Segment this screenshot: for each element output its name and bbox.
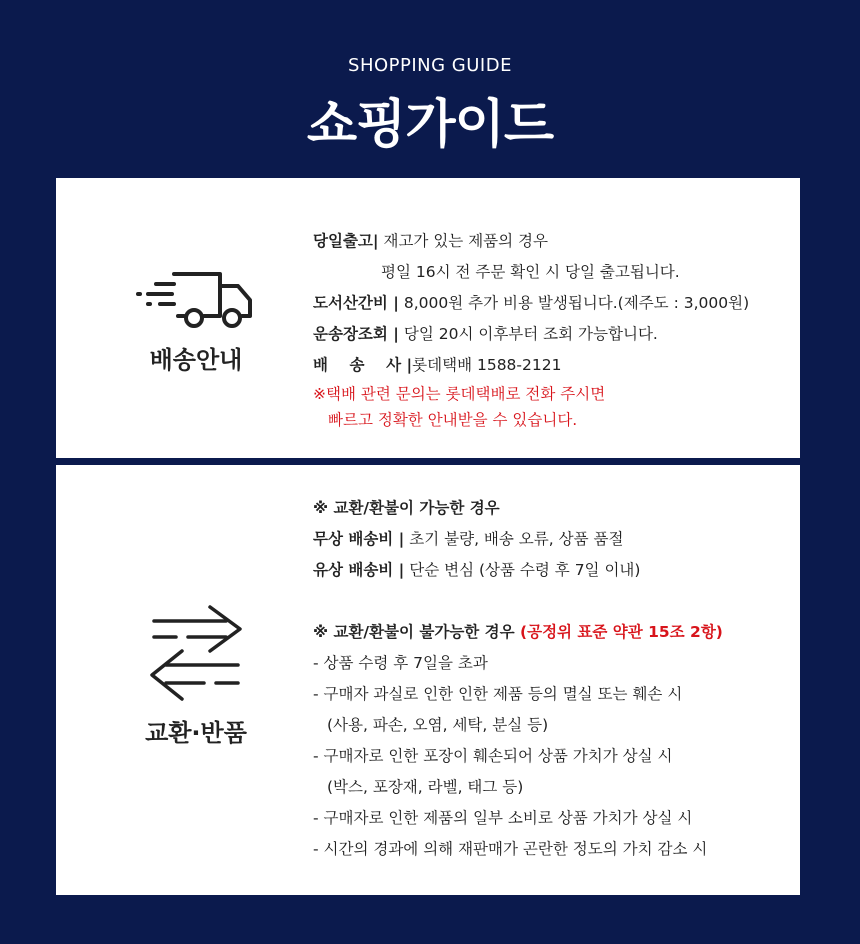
shipping-line-cutoff: 평일 16시 전 주문 확인 시 당일 출고됩니다. xyxy=(381,263,680,281)
list-item: - 구매자로 인한 제품의 일부 소비로 상품 가치가 상실 시 xyxy=(313,809,693,827)
list-item: - 구매자 과실로 인한 인한 제품 등의 멸실 또는 훼손 시 xyxy=(313,685,683,703)
list-item: - 상품 수령 후 7일을 초과 xyxy=(313,654,488,672)
list-item: (사용, 파손, 오염, 세탁, 분실 등) xyxy=(327,716,549,734)
exchange-details xyxy=(313,493,723,865)
shipping-line-tracking: 운송장조회 | 당일 20시 이후부터 조회 가능합니다. xyxy=(313,325,658,343)
delivery-truck-icon xyxy=(134,266,258,330)
shipping-guide-panel xyxy=(56,178,800,458)
exchange-label: 교환·반품 xyxy=(145,719,247,747)
shipping-line-remote-fee: 도서산간비 | 8,000원 추가 비용 발생됩니다.(제주도 : 3,000원) xyxy=(313,294,750,312)
exchange-possible-title: ※ 교환/환불이 가능한 경우 xyxy=(313,499,500,517)
page-header xyxy=(0,0,860,178)
list-item: - 구매자로 인한 포장이 훼손되어 상품 가치가 상실 시 xyxy=(313,747,673,765)
shipping-notice-2: 빠르고 정확한 안내받을 수 있습니다. xyxy=(328,411,578,429)
exchange-icon-block xyxy=(116,603,276,748)
exchange-free-shipping: 무상 배송비 | 초기 불량, 배송 오류, 상품 품절 xyxy=(313,530,624,548)
page-title: 쇼핑가이드 xyxy=(306,95,554,155)
exchange-impossible-title: ※ 교환/환불이 불가능한 경우 (공정위 표준 약관 15조 2항) xyxy=(313,623,723,641)
shipping-line-carrier: 배 송 사 |롯데택배 1588-2121 xyxy=(313,356,562,374)
list-item: (박스, 포장재, 라벨, 태그 등) xyxy=(327,778,524,796)
exchange-paid-shipping: 유상 배송비 | 단순 변심 (상품 수령 후 7일 이내) xyxy=(313,561,641,579)
exchange-arrows-icon xyxy=(146,603,246,703)
shipping-line-same-day: 당일출고| 재고가 있는 제품의 경우 xyxy=(313,232,549,250)
exchange-guide-panel xyxy=(56,465,800,895)
shipping-details xyxy=(313,226,749,433)
list-item: - 시간의 경과에 의해 재판매가 곤란한 정도의 가치 감소 시 xyxy=(313,840,708,858)
page-subtitle: SHOPPING GUIDE xyxy=(348,55,512,76)
shipping-notice-1: ※택배 관련 문의는 롯데택배로 전화 주시면 xyxy=(313,385,606,403)
shipping-label: 배송안내 xyxy=(149,346,243,374)
shipping-icon-block xyxy=(116,266,276,375)
